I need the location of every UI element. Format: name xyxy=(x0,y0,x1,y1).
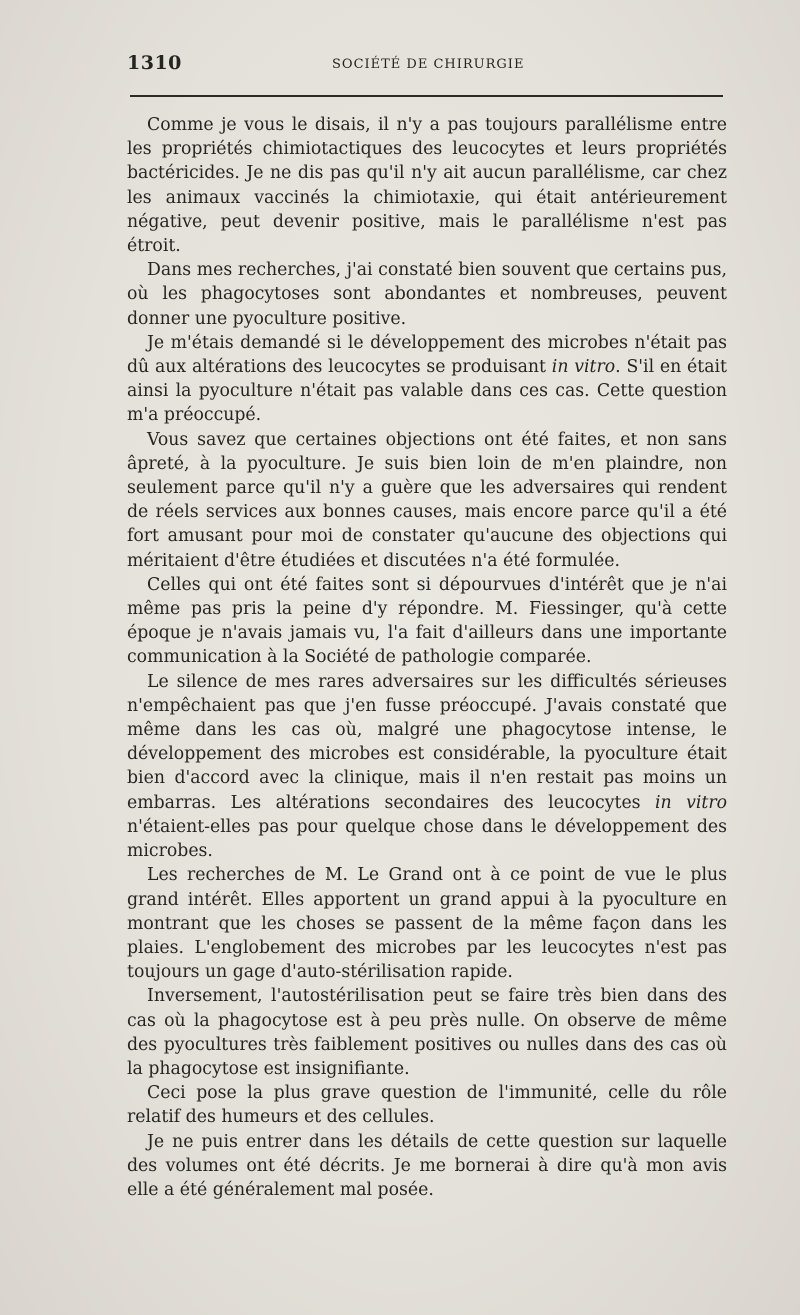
italic-term: in vitro xyxy=(654,792,727,813)
paragraph-text: n'étaient-elles pas pour quelque chose dans le développement des microbes. xyxy=(127,816,727,862)
page-number: 1310 xyxy=(127,52,182,74)
paragraph: Dans mes recherches, j'ai constaté bien souvent que certains pus, où les phagocytoses sont abondantes et nombreuses, peuvent donner une pyoculture positive. xyxy=(127,260,727,329)
running-title: SOCIÉTÉ DE CHIRURGIE xyxy=(332,57,525,72)
paragraph: Inversement, l'autostérilisation peut se faire très bien dans des cas où la phagocytose est à peu près nulle. On observe de même des pyocultures très faiblement positives ou nulles dans des cas où la phagocytose est insignifiante. xyxy=(127,986,727,1079)
page-header xyxy=(127,52,727,82)
paragraph: Les recherches de M. Le Grand ont à ce point de vue le plus grand intérêt. Elles apportent un grand appui à la pyoculture en montrant que les choses se passent de la même façon dans les plaies. L'englobement des microbes par les leucocytes n'est pas toujours un gage d'auto-stérilisation rapide. xyxy=(127,865,727,983)
paragraph-text: Le silence de mes rares adversaires sur les difficultés sérieuses n'empêchaient pas que j'en fusse préoccupé. J'avais constaté que même dans les cas où, malgré une phagocytose intense, le développement des microbes est considérable, la pyoculture était bien d'accord avec la clinique, mais il n'en restait pas moins un embarras. Les altérations secondaires des leucocytes xyxy=(127,671,727,813)
paragraph: Ceci pose la plus grave question de l'immunité, celle du rôle relatif des humeurs et des cellules. xyxy=(127,1083,727,1128)
paragraph-text: Je m'étais demandé si le développement des microbes n'était pas dû aux altérations des leucocytes se produisant xyxy=(127,332,727,378)
paragraph-text: . S'il en était ainsi la pyoculture n'était pas valable dans ces cas. Cette question m'a préoccupé. xyxy=(127,357,727,426)
body-text xyxy=(127,113,727,1202)
header-rule xyxy=(130,95,723,97)
paragraph: Comme je vous le disais, il n'y a pas toujours parallélisme entre les propriétés chimiotactiques des leucocytes et leurs propriétés bactéricides. Je ne dis pas qu'il n'y ait aucun parallélisme, car chez les animaux vaccinés la chimiotaxie, qui était antérieurement négative, peut devenir positive, mais le parallélisme n'est pas étroit. xyxy=(127,115,727,257)
paragraph xyxy=(127,331,727,428)
paragraph xyxy=(127,670,727,864)
italic-term: in vitro xyxy=(551,357,616,378)
paragraph: Vous savez que certaines objections ont été faites, et non sans âpreté, à la pyoculture. Je suis bien loin de m'en plaindre, non seulement parce qu'il n'y a guère que les adversaires qui rendent de réels services aux bonnes causes, mais encore parce qu'il a été fort amusant pour moi de constater qu'aucune des objections qui méritaient d'être étudiées et discutées n'a été formulée. xyxy=(127,429,727,571)
paragraph: Je ne puis entrer dans les détails de cette question sur laquelle des volumes ont été décrits. Je me bornerai à dire qu'à mon avis elle a été généralement mal posée. xyxy=(127,1131,727,1200)
paragraph: Celles qui ont été faites sont si dépourvues d'intérêt que je n'ai même pas pris la peine d'y répondre. M. Fiessinger, qu'à cette époque je n'avais jamais vu, l'a fait d'ailleurs dans une importante communication à la Société de pathologie comparée. xyxy=(127,574,727,668)
